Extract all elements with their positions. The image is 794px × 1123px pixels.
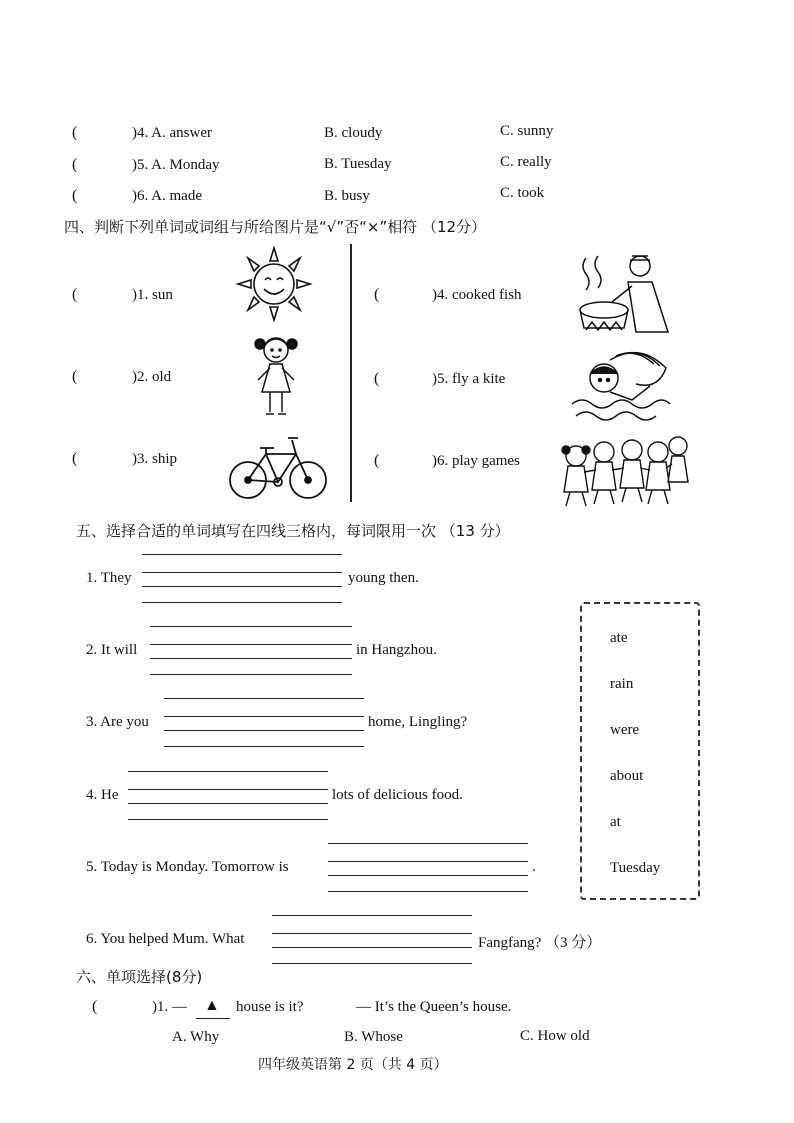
writing-line[interactable] [328,875,528,876]
sentence-text: 6. You helped Mum. What [86,931,245,947]
sentence-text: in Hangzhou. [356,642,437,658]
word-bank-word: at [610,814,621,830]
writing-line[interactable] [150,658,352,659]
answer-paren[interactable]: ( [72,286,78,303]
word-bank-word: about [610,768,644,784]
sentence-text: 1. They [86,570,132,586]
option-c: C. sunny [500,123,554,139]
answer-paren[interactable]: ( [92,998,98,1015]
section4-title: 四、判断下列单词或词组与所给图片是“√”否“×”相符 （12分） [64,218,487,236]
answer-text: — It’s the Queen’s house. [356,999,512,1015]
children-playing-icon [558,432,690,510]
option-a: )4. A. answer [132,125,212,141]
writing-line [272,963,472,964]
judge-item: )1. sun [132,287,173,303]
answer-paren[interactable]: ( [72,187,78,204]
writing-line[interactable] [128,803,328,804]
writing-line[interactable] [272,947,472,948]
option-a: )5. A. Monday [132,157,220,173]
judge-item: )2. old [132,369,172,385]
option-c: C. really [500,154,552,170]
judge-item: )5. fly a kite [432,371,506,387]
section6-title: 六、单项选择(8分) [76,968,203,986]
writing-line [128,819,328,820]
writing-line [164,698,364,699]
writing-line [142,602,342,603]
option-c: C. How old [520,1028,590,1044]
section5-title: 五、选择合适的单词填写在四线三格内，每词限用一次 （13 分） [76,522,510,540]
writing-line [272,933,472,934]
question-number: )1. — [152,999,187,1015]
word-bank-word: ate [610,630,628,646]
writing-line [150,626,352,627]
writing-line [164,746,364,747]
sentence-text: 2. It will [86,642,138,658]
writing-line[interactable] [142,586,342,587]
writing-line [128,789,328,790]
kite-icon [570,346,672,424]
option-b: B. Tuesday [324,156,392,172]
writing-line [150,674,352,675]
option-c: C. took [500,185,545,201]
sentence-text: 5. Today is Monday. Tomorrow is [86,859,289,875]
answer-paren[interactable]: ( [374,452,380,469]
answer-paren[interactable]: ( [72,124,78,141]
answer-blank[interactable] [196,1018,230,1019]
sentence-text: 4. He [86,787,119,803]
question-text: house is it? [236,999,304,1015]
sentence-text: lots of delicious food. [332,787,463,803]
word-bank-word: rain [610,676,634,692]
section-divider [350,244,352,502]
writing-line [150,644,352,645]
writing-line [142,554,342,555]
writing-line [328,861,528,862]
option-a: )6. A. made [132,188,202,204]
answer-paren[interactable]: ( [374,286,380,303]
option-b: B. cloudy [324,125,383,141]
writing-line [328,891,528,892]
sentence-text: young then. [348,570,419,586]
sentence-text: . [532,859,536,875]
sun-icon [232,244,316,324]
word-bank-word: were [610,722,640,738]
girl-icon [248,330,304,420]
bicycle-icon [226,426,330,502]
word-bank-word: Tuesday [610,860,661,876]
cooking-icon [576,252,674,334]
judge-item: )6. play games [432,453,520,469]
sentence-text: Fangfang? （3 分） [478,935,602,951]
writing-line [164,716,364,717]
word-bank-box [580,602,700,900]
sentence-text: 3. Are you [86,714,149,730]
writing-line [272,915,472,916]
option-b: B. busy [324,188,370,204]
answer-paren[interactable]: ( [72,450,78,467]
option-a: A. Why [172,1029,220,1045]
judge-item: )3. ship [132,451,177,467]
writing-line [328,843,528,844]
writing-line [142,572,342,573]
answer-paren[interactable]: ( [374,370,380,387]
writing-line [128,771,328,772]
sentence-text: home, Lingling? [368,714,468,730]
page-footer: 四年级英语第 2 页（共 4 页） [258,1057,448,1073]
judge-item: )4. cooked fish [432,287,522,303]
answer-paren[interactable]: ( [72,156,78,173]
option-b: B. Whose [344,1029,403,1045]
answer-paren[interactable]: ( [72,368,78,385]
blank-triangle-icon: ▲ [204,997,220,1014]
writing-line[interactable] [164,730,364,731]
